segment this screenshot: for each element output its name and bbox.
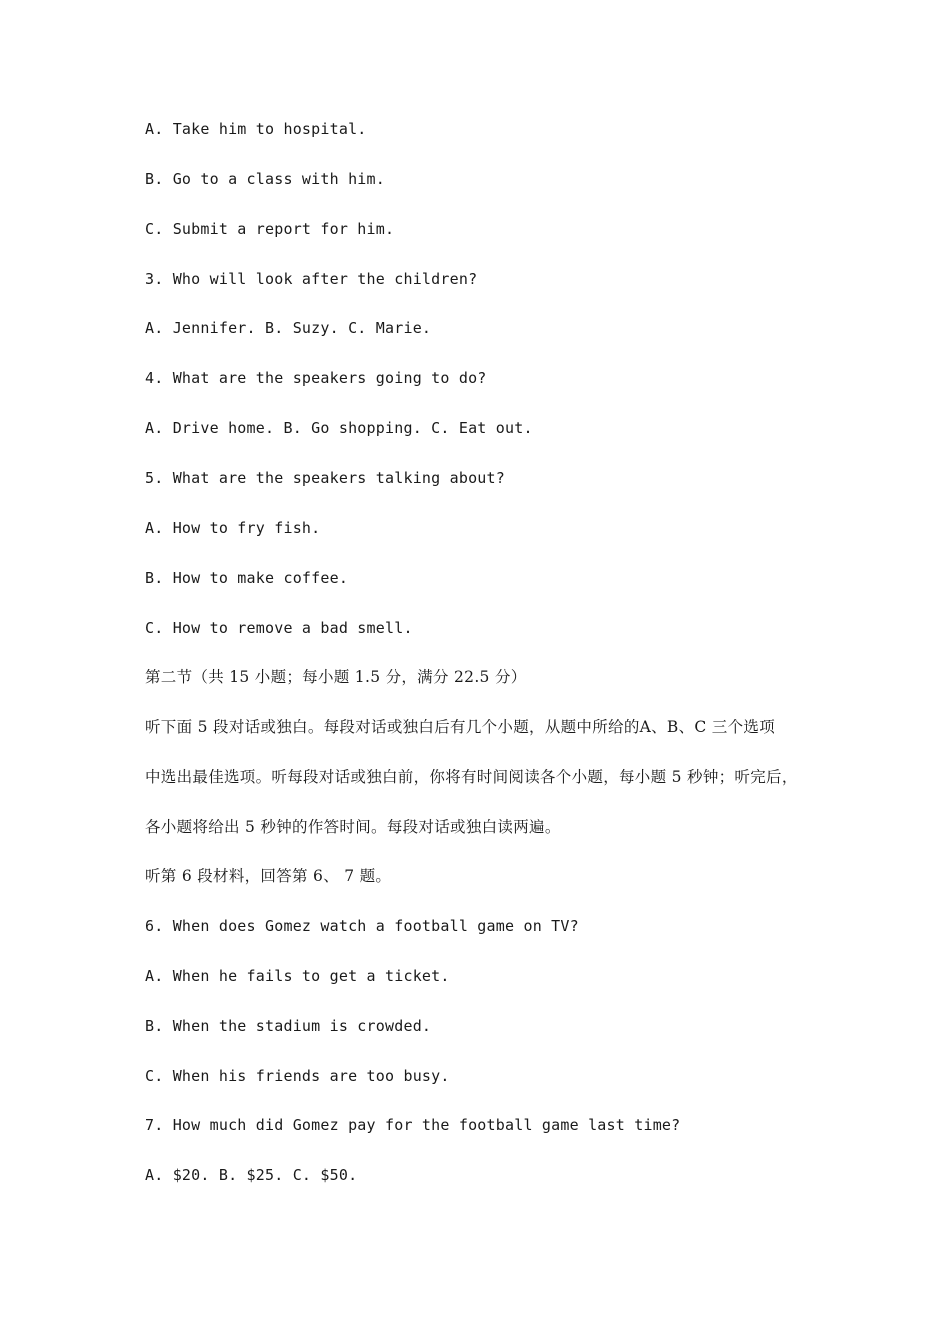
question-7: 7. How much did Gomez pay for the football game last time? — [145, 1116, 681, 1134]
option-q6-a: A. When he fails to get a ticket. — [145, 967, 450, 985]
material-6-heading: 听第 6 段材料，回答第 6、 7 题。 — [145, 867, 392, 885]
option-q2-c: C. Submit a report for him. — [145, 220, 395, 238]
instructions-line-2: 中选出最佳选项。听每段对话或独白前，你将有时间阅读各个小题，每小题 5 秒钟；听完后， — [145, 768, 798, 786]
option-q2-a: A. Take him to hospital. — [145, 120, 367, 138]
options-q3: A. Jennifer. B. Suzy. C. Marie. — [145, 319, 432, 337]
option-q2-b: B. Go to a class with him. — [145, 170, 385, 188]
option-q6-b: B. When the stadium is crowded. — [145, 1017, 432, 1035]
option-q5-b: B. How to make coffee. — [145, 569, 349, 587]
question-5: 5. What are the speakers talking about? — [145, 469, 505, 487]
options-q7: A. $20. B. $25. C. $50. — [145, 1166, 358, 1184]
section-heading: 第二节（共 15 小题；每小题 1.5 分，满分 22.5 分） — [145, 668, 527, 686]
option-q5-a: A. How to fry fish. — [145, 519, 321, 537]
question-4: 4. What are the speakers going to do? — [145, 369, 487, 387]
question-6: 6. When does Gomez watch a football game on TV? — [145, 917, 579, 935]
option-q6-c: C. When his friends are too busy. — [145, 1067, 450, 1085]
instructions-line-3: 各小题将给出 5 秒钟的作答时间。每段对话或独白读两遍。 — [145, 818, 561, 836]
option-q5-c: C. How to remove a bad smell. — [145, 619, 413, 637]
options-q4: A. Drive home. B. Go shopping. C. Eat out. — [145, 419, 533, 437]
instructions-line-1: 听下面 5 段对话或独白。每段对话或独白后有几个小题，从题中所给的A、B、C 三个选项 — [145, 718, 775, 736]
question-3: 3. Who will look after the children? — [145, 270, 478, 288]
